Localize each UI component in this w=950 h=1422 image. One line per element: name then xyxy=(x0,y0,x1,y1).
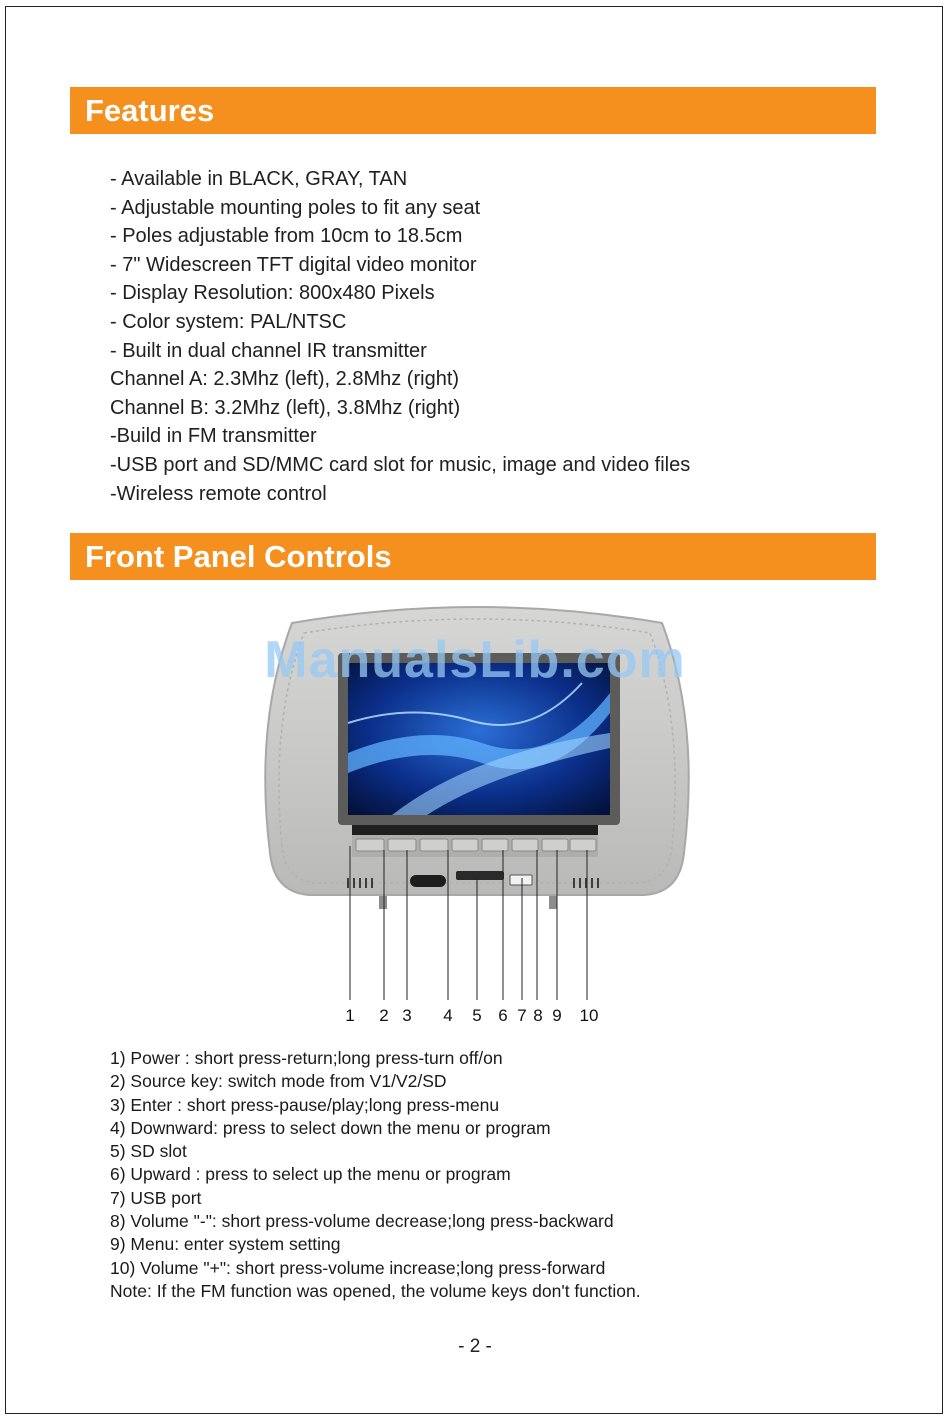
control-item: 6) Upward : press to select up the menu or program xyxy=(110,1164,511,1185)
feature-item: Channel B: 3.2Mhz (left), 3.8Mhz (right) xyxy=(110,396,461,419)
features-heading: Features xyxy=(70,87,876,134)
watermark: ManualsLib.com xyxy=(264,631,686,689)
control-item: 3) Enter : short press-pause/play;long press-menu xyxy=(110,1094,500,1115)
control-item: 4) Downward: press to select down the menu or program xyxy=(110,1117,551,1138)
feature-item: - 7" Widescreen TFT digital video monitor xyxy=(110,253,477,276)
callout-number: 4 xyxy=(443,1006,453,1025)
control-note: Note: If the FM function was opened, the volume keys don't function. xyxy=(110,1280,641,1301)
control-item: 10) Volume "+": short press-volume increase;long press-forward xyxy=(110,1257,606,1278)
feature-item: - Poles adjustable from 10cm to 18.5cm xyxy=(110,225,463,248)
feature-item: - Built in dual channel IR transmitter xyxy=(110,339,427,362)
callout-number: 10 xyxy=(579,1006,599,1025)
control-item: 7) USB port xyxy=(110,1187,202,1208)
callout-number: 2 xyxy=(379,1006,389,1025)
callout-number: 7 xyxy=(517,1006,527,1025)
controls-list xyxy=(110,1047,641,1303)
callout-number: 1 xyxy=(345,1006,355,1025)
features-list xyxy=(110,165,690,508)
callout-number: 8 xyxy=(533,1006,543,1025)
control-item: 1) Power : short press-return;long press-turn off/on xyxy=(110,1048,503,1068)
feature-item: - Available in BLACK, GRAY, TAN xyxy=(110,168,408,190)
control-item: 9) Menu: enter system setting xyxy=(110,1234,341,1255)
feature-item: - Display Resolution: 800x480 Pixels xyxy=(110,282,435,305)
page-number: - 2 - xyxy=(458,1336,492,1357)
callout-number: 6 xyxy=(498,1006,508,1025)
control-item: 5) SD slot xyxy=(110,1141,187,1162)
callout-number: 3 xyxy=(402,1006,412,1025)
feature-item: Channel A: 2.3Mhz (left), 2.8Mhz (right) xyxy=(110,368,460,391)
control-item: 2) Source key: switch mode from V1/V2/SD xyxy=(110,1071,447,1092)
callout-lines xyxy=(0,840,950,1040)
feature-item: - Color system: PAL/NTSC xyxy=(110,310,347,333)
control-item: 8) Volume "-": short press-volume decrease;long press-backward xyxy=(110,1211,614,1232)
feature-item: - Adjustable mounting poles to fit any seat xyxy=(110,196,481,219)
feature-item: -Build in FM transmitter xyxy=(110,425,317,448)
feature-item: -USB port and SD/MMC card slot for music, image and video files xyxy=(110,453,691,476)
callout-number: 9 xyxy=(552,1006,562,1025)
feature-item: -Wireless remote control xyxy=(110,482,327,505)
callout-number: 5 xyxy=(472,1006,482,1025)
front-panel-heading: Front Panel Controls xyxy=(70,533,876,580)
